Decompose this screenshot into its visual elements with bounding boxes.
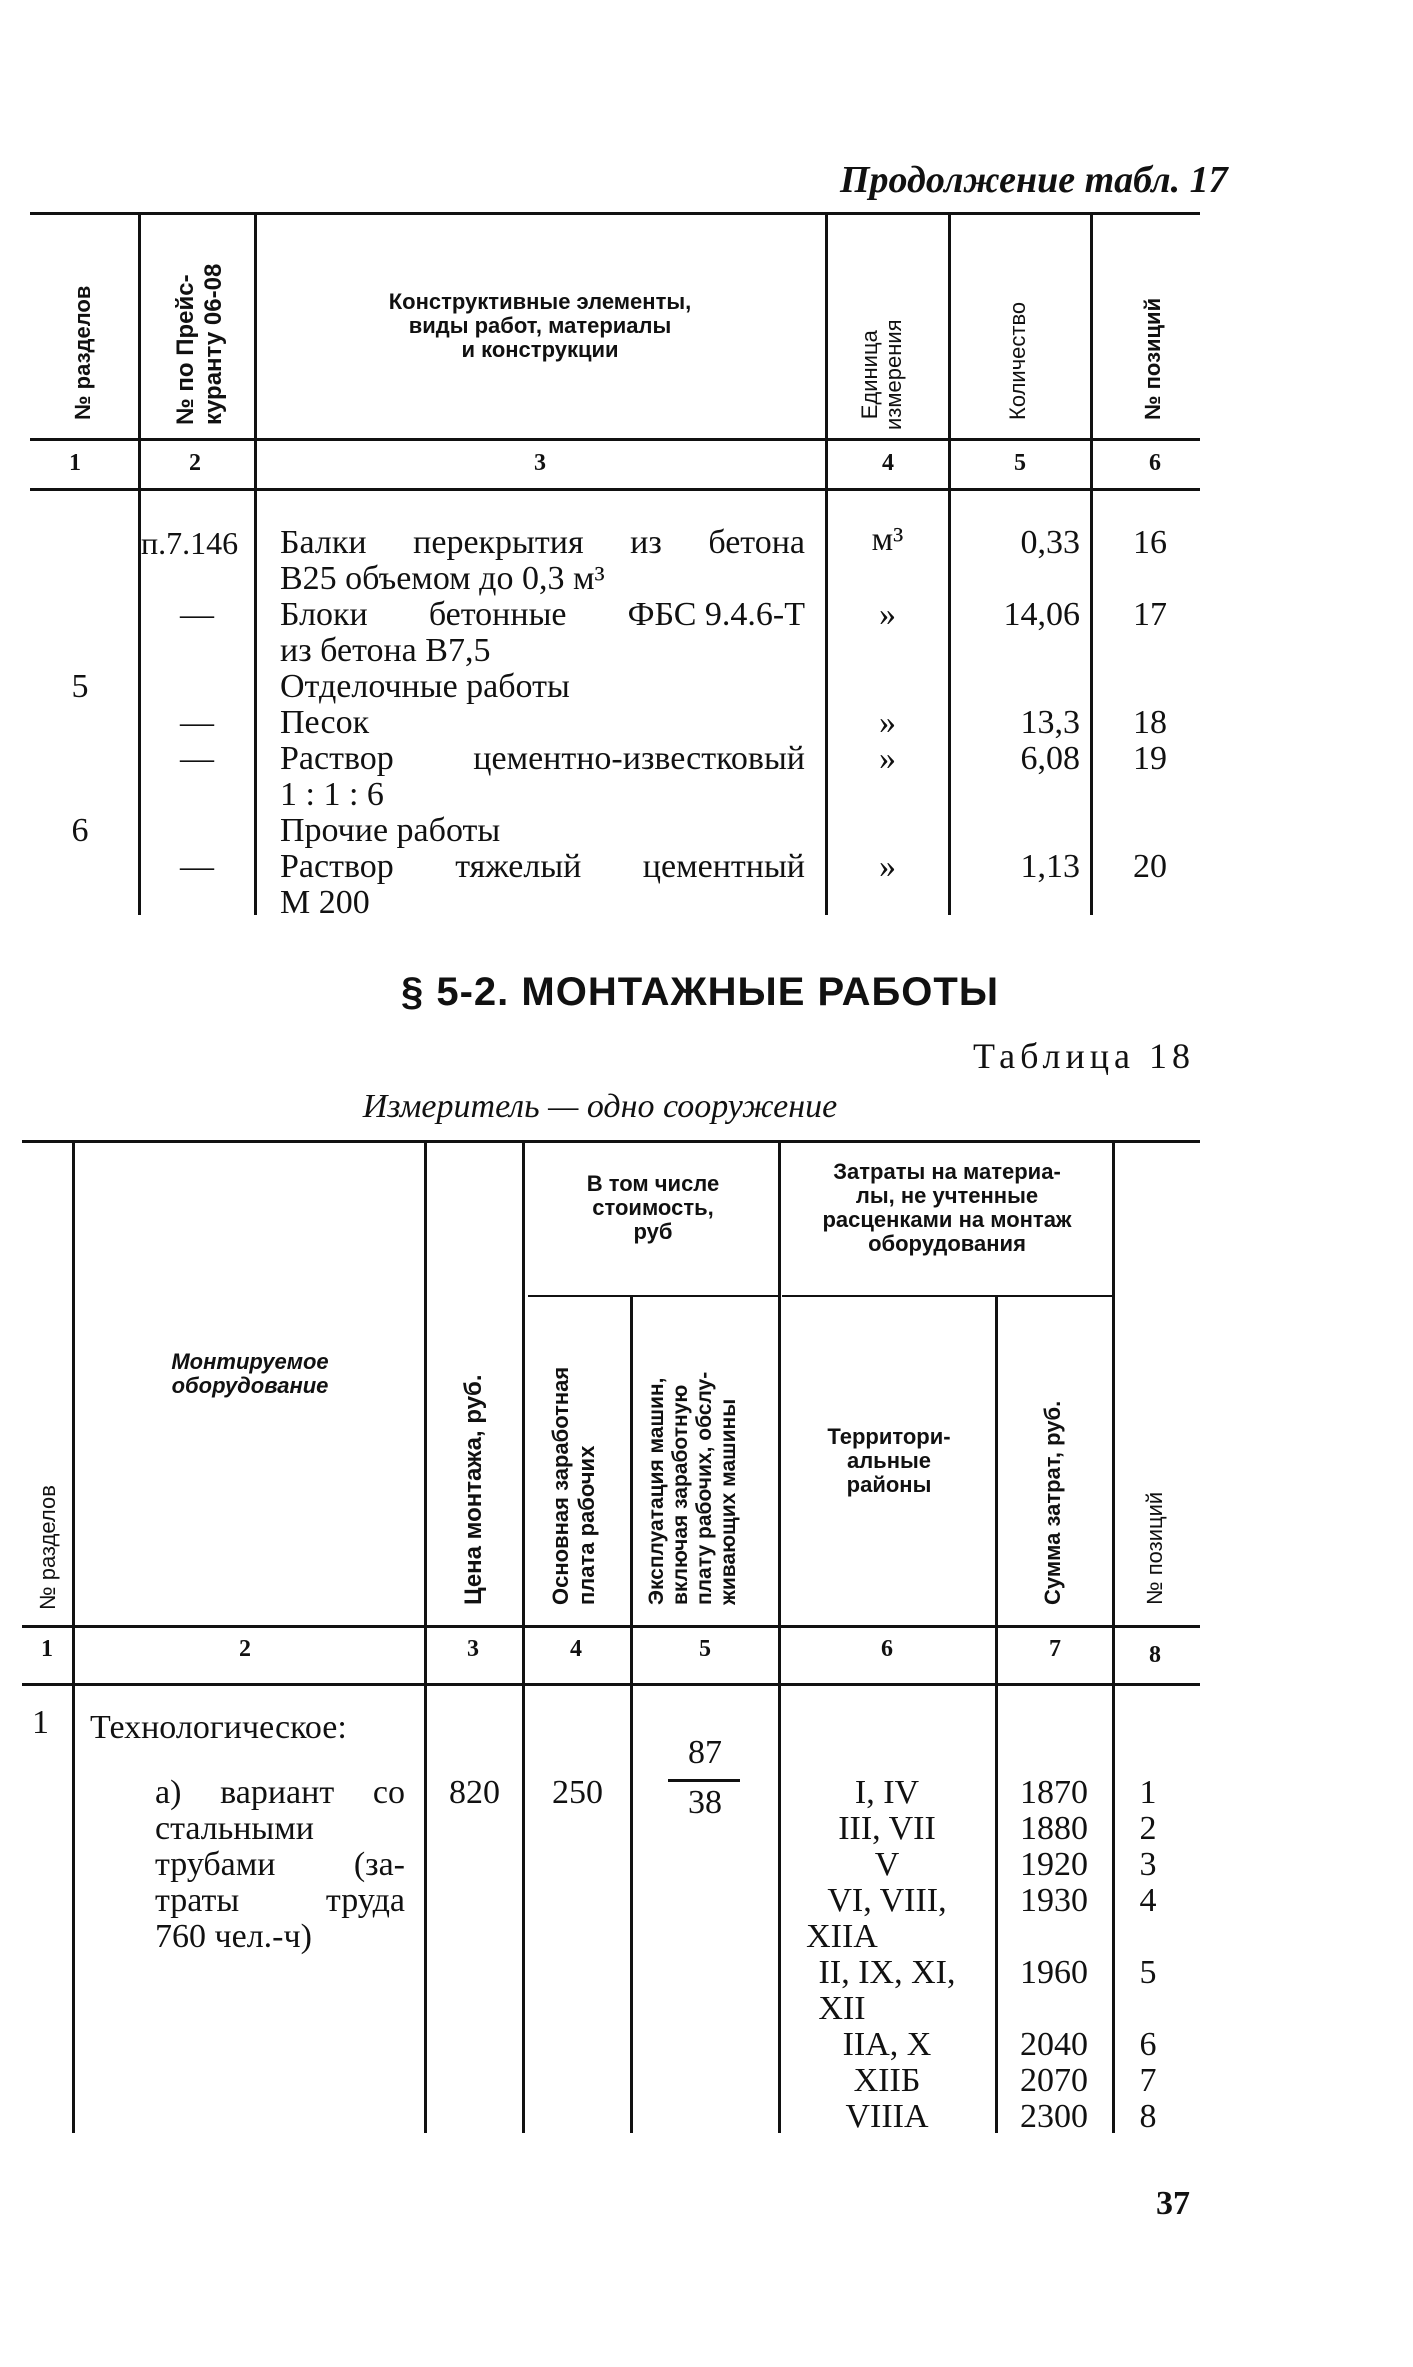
table18-group1-rule	[528, 1295, 778, 1297]
cost-sum: 2040	[1020, 2026, 1088, 2063]
price-ref: —	[180, 596, 214, 633]
table17-colnum: 2	[189, 450, 201, 476]
region: II, IX, XI,	[818, 1954, 956, 1991]
table17-colnum: 5	[1014, 450, 1026, 476]
position: 19	[1133, 740, 1167, 777]
cost-sum: 1880	[1020, 1810, 1088, 1847]
table17-col-divider	[825, 215, 828, 915]
quantity: 1,13	[1020, 848, 1080, 885]
region: V	[874, 1846, 900, 1883]
table18-col-divider	[778, 1143, 781, 2133]
table17-header-unit: Единица измерения	[857, 319, 906, 430]
element-text: Раствор тяжелый цементный	[280, 848, 805, 885]
position: 16	[1133, 524, 1167, 561]
quantity: 13,3	[1020, 704, 1080, 741]
position: 8	[1139, 2098, 1157, 2135]
table18-header-rule	[22, 1625, 1200, 1628]
region-cont: XIIА	[806, 1918, 878, 1955]
table18-col-divider	[1112, 1143, 1115, 2133]
unit: »	[879, 848, 896, 885]
table18-header-group1: В том числе стоимость, руб	[586, 1171, 720, 1244]
position: 17	[1133, 596, 1167, 633]
element-text: Песок	[280, 704, 370, 741]
price-ref: —	[180, 848, 214, 885]
table18-header-equipment: Монтируемое оборудование	[171, 1349, 329, 1398]
quantity: 6,08	[1020, 740, 1080, 777]
position: 7	[1139, 2062, 1157, 2099]
table18-col-divider	[522, 1143, 525, 2133]
table18-top-rule	[22, 1140, 1200, 1143]
table17-col-divider	[1090, 215, 1093, 915]
table18-header-position: № позиций	[1142, 1491, 1167, 1605]
table18-header-price: Цена монтажа, руб.	[460, 1374, 487, 1605]
category-title: Технологическое:	[90, 1709, 347, 1746]
unit: »	[879, 596, 896, 633]
element-text-cont: 1 : 1 : 6	[280, 776, 384, 813]
table-meter: Измеритель — одно сооружение	[362, 1088, 838, 1125]
section-number: 5	[71, 668, 89, 705]
variant-line: стальными	[155, 1810, 314, 1847]
table18-colnum: 7	[1049, 1636, 1061, 1662]
section-title: Прочие работы	[280, 812, 501, 849]
region: I, IV	[854, 1774, 920, 1811]
position: 18	[1133, 704, 1167, 741]
position: 5	[1139, 1954, 1157, 1991]
table17-header-elements: Конструктивные элементы, виды работ, материалы и конструкции	[388, 289, 692, 362]
price-ref: —	[180, 704, 214, 741]
table17-colnum: 3	[534, 450, 546, 476]
table18-colnum-rule	[22, 1683, 1200, 1686]
fraction-denominator: 38	[688, 1784, 722, 1821]
table-label: Таблица 18	[973, 1036, 1195, 1076]
cost-sum: 1920	[1020, 1846, 1088, 1883]
unit: »	[879, 704, 896, 741]
install-price: 820	[449, 1774, 500, 1811]
position: 1	[1139, 1774, 1157, 1811]
region-cont: XII	[818, 1990, 866, 2027]
position: 6	[1139, 2026, 1157, 2063]
page-number: 37	[1156, 2185, 1190, 2222]
table18-colnum: 6	[881, 1636, 893, 1662]
region: III, VII	[838, 1810, 936, 1847]
table18-colnum: 2	[239, 1636, 251, 1662]
table18-header-section: № разделов	[35, 1485, 60, 1610]
element-text: Балки перекрытия из бетона	[280, 524, 805, 561]
region: VIIIА	[845, 2098, 929, 2135]
base-wage: 250	[552, 1774, 603, 1811]
table18-col-divider	[630, 1297, 633, 2133]
table18-colnum: 5	[699, 1636, 711, 1662]
section-number: 6	[71, 812, 89, 849]
variant-line: трубами (за-	[155, 1846, 405, 1883]
price-ref: —	[180, 740, 214, 777]
section-title: § 5-2. МОНТАЖНЫЕ РАБОТЫ	[400, 970, 1000, 1014]
table17-header-position: № позиций	[1140, 297, 1165, 420]
element-text-cont: из бетона В7,5	[280, 632, 491, 669]
continuation-caption: Продолжение табл. 17	[840, 159, 1228, 201]
table18-header-machine: Эксплуатация машин, включая заработную плату рабочих, обслу- живающих машины	[645, 1371, 740, 1605]
table17-colnum: 1	[69, 450, 81, 476]
table18-group2-rule	[782, 1295, 1112, 1297]
position: 3	[1139, 1846, 1157, 1883]
cost-sum: 1930	[1020, 1882, 1088, 1919]
element-text-cont: М 200	[280, 884, 370, 921]
section-number: 1	[32, 1704, 49, 1741]
table17-col-divider	[948, 215, 951, 915]
table17-header-quantity: Количество	[1005, 301, 1030, 420]
table18-colnum: 4	[570, 1636, 582, 1662]
variant-line: а) вариант со	[155, 1774, 405, 1811]
table18-col-divider	[424, 1143, 427, 2133]
table17-header-price-ref: № по Прейс- куранту 06-08	[172, 263, 227, 425]
element-text: Раствор цементно-известковый	[280, 740, 805, 777]
section-title: Отделочные работы	[280, 668, 570, 705]
table18-header-group2: Затраты на материа- лы, не учтенные расценками на монтаж оборудования	[822, 1159, 1072, 1256]
position: 20	[1133, 848, 1167, 885]
table17-colnum-rule	[30, 488, 1200, 491]
unit: »	[879, 740, 896, 777]
region: VI, VIII,	[827, 1882, 947, 1919]
fraction-bar	[668, 1779, 740, 1782]
price-ref: п.7.146	[141, 525, 239, 561]
table17-col-divider	[138, 215, 141, 915]
table17-header-section: № разделов	[70, 285, 95, 420]
table18-col-divider	[72, 1143, 75, 2133]
table17-colnum: 4	[882, 450, 894, 476]
table17-top-rule	[30, 212, 1200, 215]
table18-header-wage: Основная заработная плата рабочих	[548, 1366, 599, 1605]
region: XIIБ	[853, 2062, 921, 2099]
variant-line: 760 чел.-ч)	[155, 1918, 312, 1955]
table18-col-divider	[995, 1297, 998, 2133]
table18-colnum: 1	[41, 1636, 53, 1662]
cost-sum: 1870	[1020, 1774, 1088, 1811]
element-text-cont: В25 объемом до 0,3 м³	[280, 560, 605, 597]
table17-col-divider	[254, 215, 257, 915]
variant-line: траты труда	[155, 1882, 405, 1919]
unit: м³	[871, 521, 904, 558]
cost-sum: 2070	[1020, 2062, 1088, 2099]
table18-header-sum: Сумма затрат, руб.	[1040, 1400, 1065, 1605]
quantity: 0,33	[1020, 524, 1080, 561]
table17-colnum: 6	[1149, 450, 1161, 476]
cost-sum: 2300	[1020, 2098, 1088, 2135]
table18-colnum: 3	[467, 1636, 479, 1662]
position: 2	[1139, 1810, 1157, 1847]
table17-header-rule	[30, 438, 1200, 441]
table18-colnum: 8	[1149, 1642, 1161, 1668]
quantity: 14,06	[1003, 596, 1080, 633]
element-text: Блоки бетонные ФБС 9.4.6-Т	[280, 596, 805, 633]
region: IIА, X	[842, 2026, 932, 2063]
cost-sum: 1960	[1020, 1954, 1088, 1991]
position: 4	[1139, 1882, 1157, 1919]
fraction-numerator: 87	[688, 1734, 722, 1771]
table18-header-regions: Территори- альные районы	[827, 1424, 951, 1497]
